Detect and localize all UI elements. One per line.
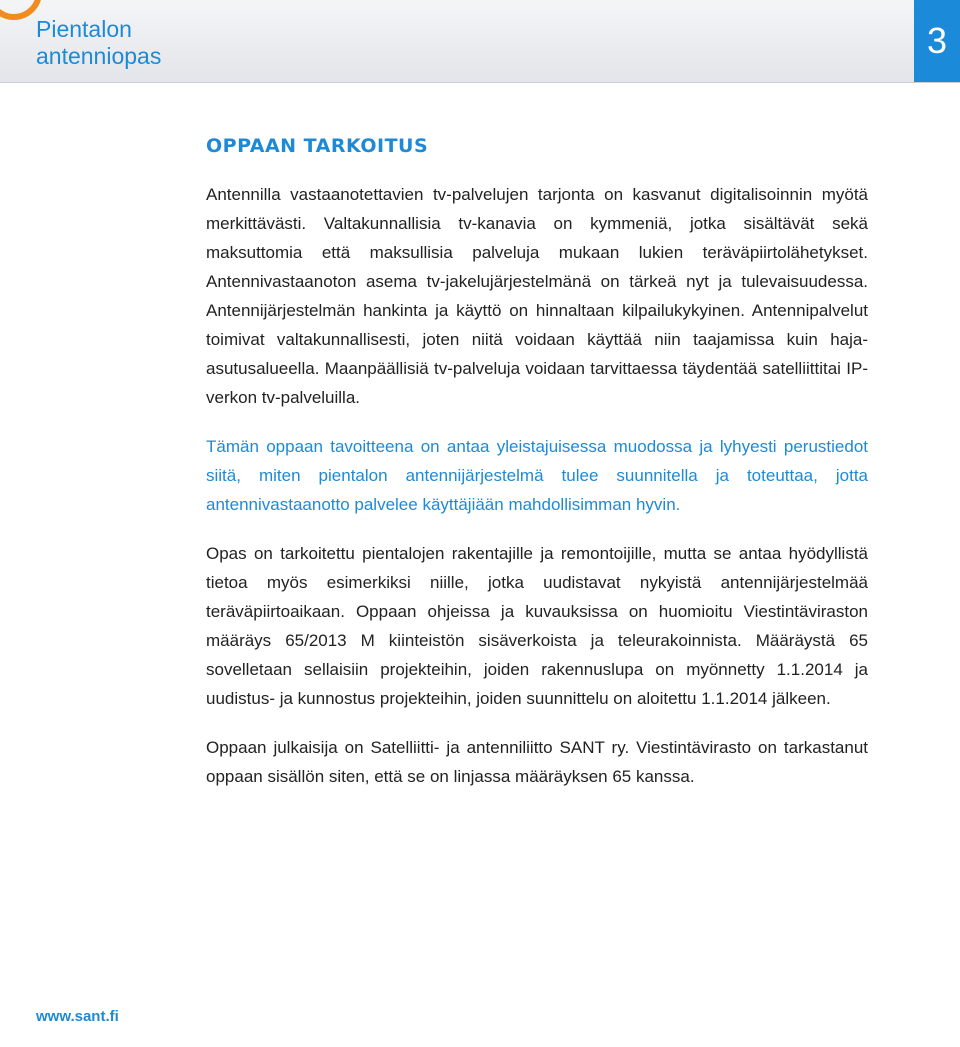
section-title: OPPAAN TARKOITUS: [206, 135, 429, 157]
page-header: [0, 0, 960, 83]
publication-title-line1: Pientalon: [36, 16, 132, 42]
publication-title: [36, 16, 161, 70]
paragraph-goal: Tämän oppaan tavoitteena on antaa yleistajuisessa muodossa ja lyhyesti perustiedot siitä, miten pientalon antennijärjestelmä tulee suunnitella ja toteuttaa, jotta antennivastaanotto palvelee käyttäjiään mahdollisimman hyvin.: [206, 437, 868, 514]
page-number-badge: [914, 0, 960, 82]
footer-website-link[interactable]: www.sant.fi: [36, 1008, 119, 1025]
page-number: 3: [926, 20, 948, 61]
paragraph-audience: Opas on tarkoitettu pientalojen rakentajille ja remontoijille, mutta se antaa hyödyllistä tietoa myös esimerkiksi niille, jotka uudistavat nykyistä antennijärjestelmää teräväpiirtoaikaan. Oppaan ohjeissa ja kuvauksissa on huomioitu Viestintäviraston määräys 65/2013 M kiinteistön sisäverkoista ja teleurakoinnista. Määräystä 65 sovelletaan sellaisiin projekteihin, joiden rakennuslupa on myönnetty 1.1.2014 ja uudistus- ja kunnostus projekteihin, joiden suunnittelu on aloitettu 1.1.2014 jälkeen.: [206, 544, 868, 708]
paragraph-publisher: Oppaan julkaisija on Satelliitti- ja antenniliitto SANT ry. Viestintävirasto on tarkastanut oppaan sisällön siten, että se on linjassa määräyksen 65 kanssa.: [206, 738, 868, 786]
publication-title-line2: antenniopas: [36, 43, 162, 69]
main-content: [206, 134, 868, 811]
paragraph-intro: Antennilla vastaanotettavien tv-palvelujen tarjonta on kasvanut digitalisoinnin myötä merkittävästi. Valtakunnallisia tv-kanavia on kymmeniä, jotka sisältävät sekä maksuttomia että maksullisia palveluja mukaan lukien teräväpiirtolähetykset. Antennivastaanoton asema tv-jakelujärjestelmänä on tärkeä nyt ja tulevaisuudessa. Antennijärjestelmän hankinta ja käyttö on hinnaltaan kilpailukykyinen. Antennipalvelut toimivat valtakunnallisesti, joten niitä voidaan käyttää niin taajamissa kuin haja-asutusalueella. Maanpäällisiä tv-palveluja voidaan tarvittaessa täydentää satelliittitai IP-verkon tv-palveluilla.: [206, 185, 868, 407]
